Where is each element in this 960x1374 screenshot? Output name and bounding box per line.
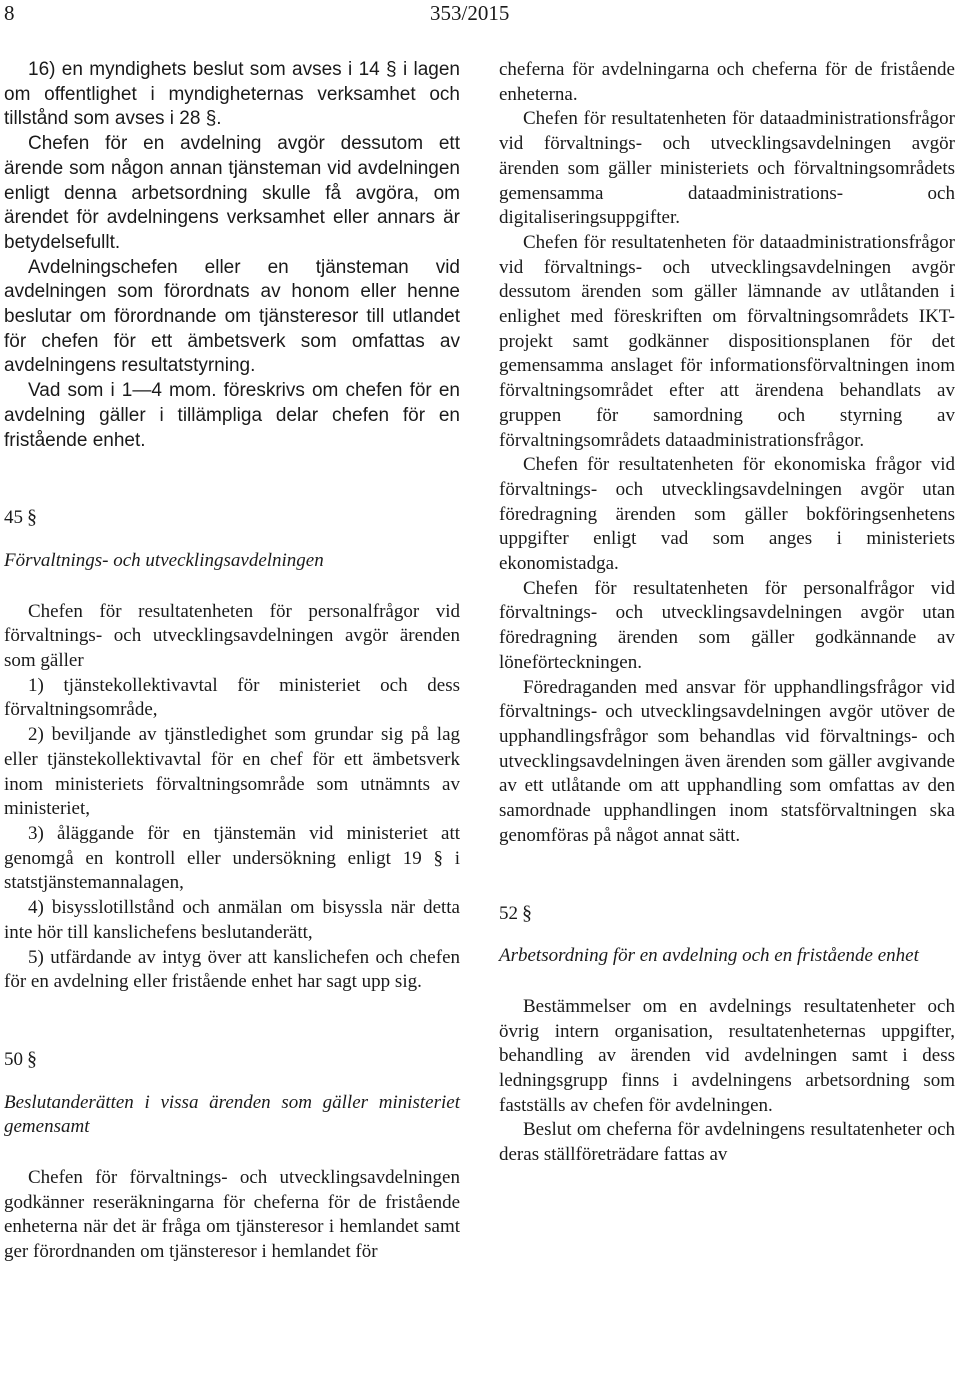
section-number: 45	[4, 507, 23, 529]
section-title: Förvaltnings- och utvecklingsavdelningen	[4, 549, 324, 571]
paragraph: Chefen för förvaltnings- och utvecklingsavdelningen godkänner reseräkningarna för cheferna för de fristående enheterna när det är fråga om tjänsteresor i hemlandet samt ger förordnanden om tjänsteresor i hemlandet för	[4, 1167, 460, 1263]
sans-block	[4, 58, 460, 453]
paragraph: Chefen för en avdelning avgör dessutom ett ärende som någon annan tjänsteman vid avdelningen enligt denna arbetsordning skulle få avgöra, om ärendet för avdelningens verksamhet eller annars är betydelsefullt.	[4, 133, 460, 253]
paragraph: Beslut om cheferna för avdelningens resultatenheter och deras ställföreträdare fattas av	[499, 1119, 955, 1166]
section-heading	[4, 1047, 460, 1073]
list-item: 1) tjänstekollektivavtal för ministeriet och dess förvaltningsområde,	[4, 674, 460, 721]
page-number: 8	[4, 1, 15, 25]
paragraph: Chefen för resultatenheten för personalfrågor vid förvaltnings- och utvecklingsavdelningen avgör ärenden som gäller	[4, 600, 460, 672]
list-item: 2) beviljande av tjänstledighet som grundar sig på lag eller tjänstekollektivavtal för en chef för ett ämbetsverk inom ministeriets förvaltningsområde som utnämnts av ministeriet,	[4, 724, 460, 820]
paragraph: Chefen för resultatenheten för dataadministrationsfrågor vid förvaltnings- och utvecklingsavdelningen avgör dessutom ärenden som gäller lämnande av utlåtanden i enlighet med föreskriften om förvaltningsområdets IKT-projekt samt godkänner dispositionsplanen för det gemensamma anslaget för informationsförvaltningen inom förvaltningsområdet efter att ärendena behandlats av gruppen för samordning och styrning av förvaltningsområdets dataadministrationsfrågor.	[499, 231, 955, 451]
paragraph: Vad som i 1—4 mom. föreskrivs om chefen för en avdelning gäller i tillämpliga delar chefen för en fristående enhet.	[4, 380, 460, 451]
section-title: Arbetsordning för en avdelning och en fristående enhet	[499, 945, 919, 967]
section-symbol: §	[522, 901, 532, 924]
section-52	[499, 901, 955, 1168]
section-title: Beslutanderätten i vissa ärenden som gäller ministeriet gemensamt	[4, 1091, 460, 1138]
section-symbol: §	[27, 506, 37, 529]
section-body	[4, 600, 460, 995]
section-heading	[499, 901, 955, 927]
paragraph: Chefen för resultatenheten för ekonomiska frågor vid förvaltnings- och utvecklingsavdelningen avgör utan föredragning ärenden som gäller bokföringsenhetens uppgifter enligt vad som anges i ministeriets ekonomistadga.	[499, 454, 955, 575]
list-item: 4) bisysslotillstånd och anmälan om bisyssla när detta inte hör till kanslichefens beslutanderätt,	[4, 897, 460, 943]
paragraph-continued: cheferna för avdelningarna och cheferna för de fristående enheterna.	[499, 59, 955, 105]
right-column	[499, 58, 955, 1168]
paragraph: Bestämmelser om en avdelnings resultatenheter och övrig intern organisation, resultatenheternas uppgifter, behandling av ärenden vid avdelningen samt i dess ledningsgrupp finns i avdelningens arbetsordning som fastställs av chefen för avdelningen.	[499, 995, 955, 1116]
section-heading	[4, 505, 460, 531]
section-number: 52	[499, 902, 518, 924]
document-id: 353/2015	[430, 1, 510, 25]
list-item: 3) åläggande för en tjänstemän vid ministeriet att genomgå en kontroll eller undersökning enligt 19 § i statstjänstemannalagen,	[4, 822, 460, 894]
section-number: 50	[4, 1048, 23, 1070]
paragraph: Avdelningschefen eller en tjänsteman vid avdelningen som förordnats av honom eller henne beslutar om förordnande om tjänsteresor till utlandet för chefen för ett ämbetsverk som omfattas av avdelningens resultatstyrning.	[4, 256, 460, 377]
paragraph: Föredraganden med ansvar för upphandlingsfrågor vid förvaltnings- och utvecklingsavdelningen avgör utöver de upphandlingsfrågor som behandlas vid förvaltnings- och utvecklingsavdelningen även ärenden som gäller avgivande av ett utlåtande om att upphandling som omfattas av den samordnade upphandlingen inom statsförvaltningen ska genomföras på något annat sätt.	[499, 676, 955, 846]
section-50	[4, 1047, 460, 1265]
list-item: 5) utfärdande av intyg över att kanslichefen och chefen för en avdelning eller fristående enhet har sagt upp sig.	[4, 946, 460, 993]
section-symbol: §	[27, 1047, 37, 1070]
paragraph: Chefen för resultatenheten för dataadministrationsfrågor vid förvaltnings- och utvecklingsavdelningen avgör ärenden som gäller ministeriets och förvaltningsområdets gemensamma dataadministrations- och digitaliseringsuppgifter.	[499, 108, 955, 229]
list-item-16: 16) en myndighets beslut som avses i 14 § i lagen om offentlighet i myndigheternas verksamhet och tillstånd som avses i 28 §.	[4, 59, 460, 130]
section-45	[4, 505, 460, 995]
section-body	[4, 1166, 460, 1265]
paragraph: Chefen för resultatenheten för personalfrågor vid förvaltnings- och utvecklingsavdelningen avgör utan föredragning ärenden som gäller godkännande av löneförteckningen.	[499, 577, 955, 673]
left-column	[4, 58, 460, 1265]
